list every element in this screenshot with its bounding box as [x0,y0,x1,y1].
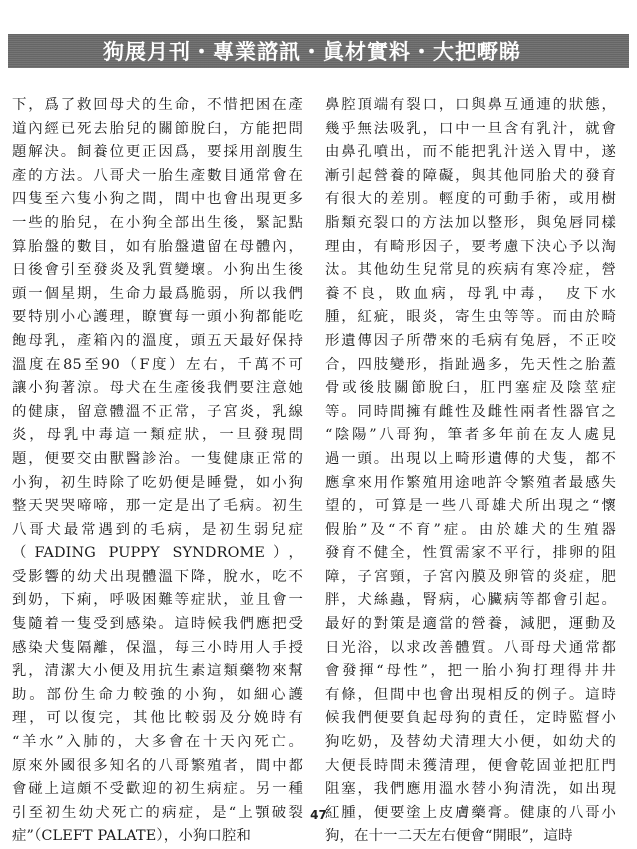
text-line: 望的，可算是一些八哥雄犬所出現之“懷 [325,498,616,515]
text-line: 乳，清潔大小便及用抗生素這類藥物來幫 [12,663,303,680]
text-line: 日光浴，以求改善體質。八哥母犬通常都 [325,639,616,656]
header-banner [8,34,629,68]
text-line: 應拿來用作繁殖用途吔許令繁殖者最感失 [325,474,616,491]
text-line: 溫度在85至90（F度）左右，千萬不可 [12,356,303,373]
text-line: 會碰上這頗不受歡迎的初生病症。另一種 [12,781,303,798]
header-title: 狗展月刊・專業諮訊・眞材實料・大把嘢睇 [103,40,521,64]
text-line: 候我們便要負起母狗的責任，定時監督小 [325,710,616,727]
text-line: 到奶，下痢，呼吸困難等症狀，並且會一 [12,592,303,609]
text-line: 狗，在十一二天左右便會“開眼”，這時 [325,828,573,845]
text-line: 症”（CLEFT PALATE），小狗口腔和 [12,828,252,845]
text-line: 整天哭哭啼啼，那一定是出了毛病。初生 [12,498,303,515]
text-line: 產的方法。八哥犬一胎生產數目通常會在 [12,167,303,184]
text-line: 炎，母乳中毒這一類症狀，一旦發現問 [12,427,303,444]
text-line: 大便長時間未獲清理，便會乾固並把肛門 [325,757,616,774]
text-line: 下，爲了救回母犬的生命，不惜把困在產 [12,97,303,113]
text-line: 理由，有畸形因子，要考慮下決心予以淘 [325,238,616,255]
text-line: 形遺傳因子所帶來的毛病有兔唇，不正咬 [325,332,616,349]
text-line: 有條，但間中也會出現相反的例子。這時 [325,686,616,703]
text-line: 引至初生幼犬死亡的病症，是“上顎破裂 [12,804,303,821]
text-line: 算胎盤的數目，如有胎盤遺留在母體內， [12,238,303,255]
text-line: 日後會引至發炎及乳質變壞。小狗出生後 [12,262,303,279]
text-line: 由鼻孔噴出，而不能把乳汁送入胃中，遂 [325,144,616,161]
text-line: 狗吃奶，及替幼犬清理大小便，如幼犬的 [325,734,616,751]
text-line: 有很大的差別。輕度的可動手術，或用樹 [325,191,616,208]
text-line: 題解決。飼養位更正因爲，要採用剖腹生 [12,144,303,161]
text-line: 最好的對策是適當的營養，減肥，運動及 [325,616,616,633]
text-line: 假胎”及“不育”症。由於雄犬的生殖器 [325,521,616,538]
text-line: 胖，犬絲蟲，腎病，心臟病等都會引起。 [325,592,616,609]
text-line: 阻塞，我們應用溫水替小狗清洗，如出現 [325,781,616,798]
text-line: 八哥犬最常遇到的毛病，是初生弱兒症 [12,521,303,538]
text-line: 隻隨着一隻受到感染。這時候我們應把受 [12,616,303,633]
text-line: 會發揮“母性”，把一胎小狗打理得井井 [325,663,616,680]
page-number: 47 [310,808,327,822]
text-line: 鼻腔頂端有裂口，口與鼻互通連的狀態， [325,97,616,113]
text-line: 的健康，留意體溫不正常，子宮炎，乳線 [12,403,303,420]
text-line: 讓小狗著涼。母犬在生產後我們要注意她 [12,380,303,397]
text-line: 飽母乳，產箱內的溫度，頭五天最好保持 [12,332,303,349]
text-line: 漸引起營養的障礙，與其他同胎犬的發育 [325,167,616,184]
text-line: 四隻至六隻小狗之間，間中也會出現更多 [12,191,303,208]
text-line: 障，子宮頸，子宮內膜及卵管的炎症，肥 [325,568,616,585]
text-line: 紅腫，便要塗上皮膚藥膏。健康的八哥小 [325,804,616,821]
text-line: 幾乎無法吸乳，口中一旦含有乳汁，就會 [325,120,616,137]
text-line: 發育不健全，性質需家不平行，排卵的阻 [325,545,616,562]
text-line: 一些的胎兒，在小狗全部出生後，緊記點 [12,214,303,231]
text-line: 理，可以復完，其他比較弱及分娩時有 [12,710,303,727]
text-line: 汰。其他幼生兒常見的疾病有寒冷症，營 [325,262,616,279]
text-line: 等。同時間擁有雌性及雌性兩者性器官之 [325,403,616,420]
text-line: 脂類充裂口的方法加以整形，與兔唇同樣 [325,214,616,231]
text-line: “羊水”入肺的，大多會在十天內死亡。 [12,734,303,751]
text-line: 過一頭。出現以上畸形遺傳的犬隻，都不 [325,450,616,467]
text-line: 感染犬隻隔離，保溫，每三小時用人手授 [12,639,303,656]
text-line: 受影響的幼犬出現體溫下降，脫水，吃不 [12,568,303,585]
right-text-column [325,94,616,845]
text-line: “陰陽”八哥狗，筆者多年前在友人處見 [325,427,616,444]
text-line: 道內經已死去胎兒的關節脫臼，方能把問 [12,120,303,137]
text-line: 要特別小心護理，瞭實每一頭小狗都能吃 [12,309,303,326]
text-line: 助。部份生命力較強的小狗，如細心護 [12,686,303,703]
text-line: 合，四肢變形，指趾過多，先天性之胎蓋 [325,356,616,373]
text-line: 原來外國很多知名的八哥繁殖者，間中都 [12,757,303,774]
text-line: 頭一個星期，生命力最爲脆弱，所以我們 [12,285,303,302]
text-line: 養不良，敗血病，母乳中毒， 皮下水 [325,285,616,302]
text-line: （FADING PUPPY SYNDROME）， [12,545,303,562]
text-line: 題，便要交由獸醫診治。一隻健康正常的 [12,450,303,467]
text-line: 骨或後肢關節脫臼，肛門塞症及陰莖症 [325,380,616,397]
text-line: 小狗，初生時除了吃奶便是睡覺，如小狗 [12,474,303,491]
left-text-column [12,94,303,845]
text-line: 腫，紅疵，眼炎，寄生虫等等。而由於畸 [325,309,616,326]
